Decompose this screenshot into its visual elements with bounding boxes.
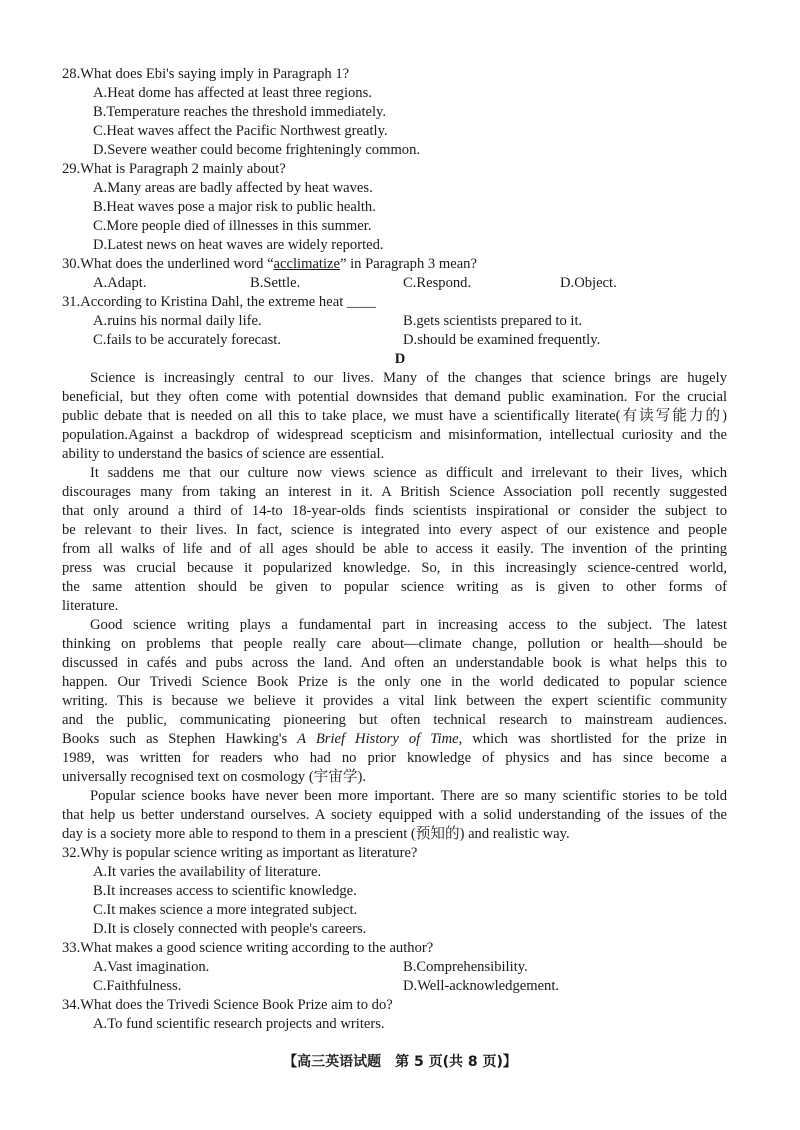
answer-options-row (0, 312, 800, 331)
passage-paragraph (0, 787, 800, 844)
answer-option: A.To fund scientific research projects and writers. (93, 1016, 385, 1032)
questions-28-31 (0, 65, 800, 350)
answer-option: A.ruins his normal daily life. (93, 313, 262, 329)
answer-options-row (0, 958, 800, 977)
answer-option: A.Heat dome has affected at least three regions. (93, 85, 372, 101)
answer-option: A.Adapt. (93, 275, 147, 291)
answer-option: A.Vast imagination. (93, 959, 210, 975)
question-28-stem: 28.What does Ebi's saying imply in Paragraph 1? (62, 66, 350, 82)
passage-line: that help us better understand ourselves. A society equipped with a solid understanding of the issues of the (62, 807, 727, 823)
answer-option: B.Comprehensibility. (403, 959, 528, 975)
question-32-stem: 32.Why is popular science writing as important as literature? (62, 845, 418, 861)
answer-options-row (0, 331, 800, 350)
questions-32-34 (0, 844, 800, 1034)
passage-paragraph (0, 464, 800, 616)
passage-line: discussed in cafés and pubs across the land. And often an understandable book is what helps this to (62, 655, 727, 671)
exam-page (0, 65, 800, 1034)
answer-option: C.Heat waves affect the Pacific Northwest greatly. (93, 123, 388, 139)
passage-line: press was crucial because it popularized knowledge. So, in this increasingly science-centred world, (62, 560, 727, 576)
passage-paragraph (0, 616, 800, 787)
passage-line: that only around a third of 14-to 18-year-olds finds scientists inspirational or consider the subject to (62, 503, 727, 519)
answer-option: D.should be examined frequently. (403, 332, 601, 348)
section-heading: D (394, 351, 406, 367)
passage-line: Good science writing plays a fundamental part in increasing access to the subject. The latest (90, 617, 727, 633)
reading-passage-d (0, 369, 800, 844)
passage-line: beneficial, but they often come with potential downsides that demand public examination. For the crucial (62, 389, 727, 405)
answer-option: C.More people died of illnesses in this summer. (93, 218, 372, 234)
passage-line: Books such as Stephen Hawking's A Brief History of Time, which was shortlisted for the prize in (62, 731, 727, 747)
answer-option: C.Respond. (403, 275, 472, 291)
answer-option: A.It varies the availability of literature. (93, 864, 322, 880)
answer-option: B.Heat waves pose a major risk to public health. (93, 199, 376, 215)
question-30-stem: 30.What does the underlined word “acclimatize” in Paragraph 3 mean? (62, 256, 477, 272)
answer-option: D.Object. (560, 275, 617, 291)
book-title: A Brief History of Time (297, 731, 459, 747)
passage-line: Popular science books have never been more important. There are so many scientific stories to be told (90, 788, 727, 804)
answer-option: C.It makes science a more integrated subject. (93, 902, 358, 918)
passage-line: and the public, communicating pioneering but often technical research to mainstream audiences. (62, 712, 727, 728)
passage-line: the same attention should be given to popular science writing as is given to other forms of (62, 579, 727, 595)
passage-paragraph (0, 369, 800, 464)
answer-option: A.Many areas are badly affected by heat waves. (93, 180, 373, 196)
passage-line: universally recognised text on cosmology (宇宙学). (62, 769, 366, 785)
answer-option: D.Latest news on heat waves are widely reported. (93, 237, 384, 253)
passage-line: population.Against a backdrop of widespread scepticism and misinformation, intellectual curiosity and the (62, 427, 727, 443)
passage-line: discourages many from taking an interest in it. A British Science Association poll recently suggested (62, 484, 727, 500)
answer-option: D.It is closely connected with people's careers. (93, 921, 367, 937)
passage-line: Science is increasingly central to our lives. Many of the changes that science brings are hugely (90, 370, 727, 386)
page-footer: 【高三英语试题 第 5 页(共 8 页)】 (283, 1054, 517, 1070)
answer-option: B.Settle. (250, 275, 301, 291)
answer-options-row (0, 274, 800, 293)
passage-line: 1989, was written for readers who had no prior knowledge of physics and has since become a (62, 750, 727, 766)
answer-option: B.Temperature reaches the threshold immediately. (93, 104, 387, 120)
passage-line: literature. (62, 598, 119, 614)
answer-options-row (0, 977, 800, 996)
passage-line: It saddens me that our culture now views science as difficult and irrelevant to their lives, which (90, 465, 727, 481)
question-29-stem: 29.What is Paragraph 2 mainly about? (62, 161, 286, 177)
passage-line: from all walks of life and of all ages should be able to access it easily. The invention of the printing (62, 541, 727, 557)
passage-line: happen. Our Trivedi Science Book Prize is the only one in the world dedicated to popular science (62, 674, 727, 690)
question-33-stem: 33.What makes a good science writing according to the author? (62, 940, 434, 956)
answer-option: B.It increases access to scientific knowledge. (93, 883, 357, 899)
passage-line: writing. This is because we believe it provides a vital link between the expert scientific community (62, 693, 727, 709)
answer-option: D.Well-acknowledgement. (403, 978, 560, 994)
question-31-stem: 31.According to Kristina Dahl, the extreme heat ____ (62, 294, 377, 310)
passage-line: day is a society more able to respond to them in a prescient (预知的) and realistic way. (62, 826, 570, 842)
underlined-word: acclimatize (273, 256, 340, 272)
answer-option: B.gets scientists prepared to it. (403, 313, 583, 329)
passage-line: be relevant to their lives. In fact, science is integrated into every aspect of our existence and people (62, 522, 727, 538)
answer-option: C.fails to be accurately forecast. (93, 332, 282, 348)
answer-option: C.Faithfulness. (93, 978, 182, 994)
question-34-stem: 34.What does the Trivedi Science Book Prize aim to do? (62, 997, 393, 1013)
answer-option: D.Severe weather could become frighteningly common. (93, 142, 421, 158)
passage-line: thinking on problems that people really care about—climate change, pollution or health—should be (62, 636, 727, 652)
passage-line: ability to understand the basics of science are essential. (62, 446, 385, 462)
passage-line: public debate that is needed on all this to take place, we must have a scientifically literate(有读写能力的) (62, 408, 727, 424)
